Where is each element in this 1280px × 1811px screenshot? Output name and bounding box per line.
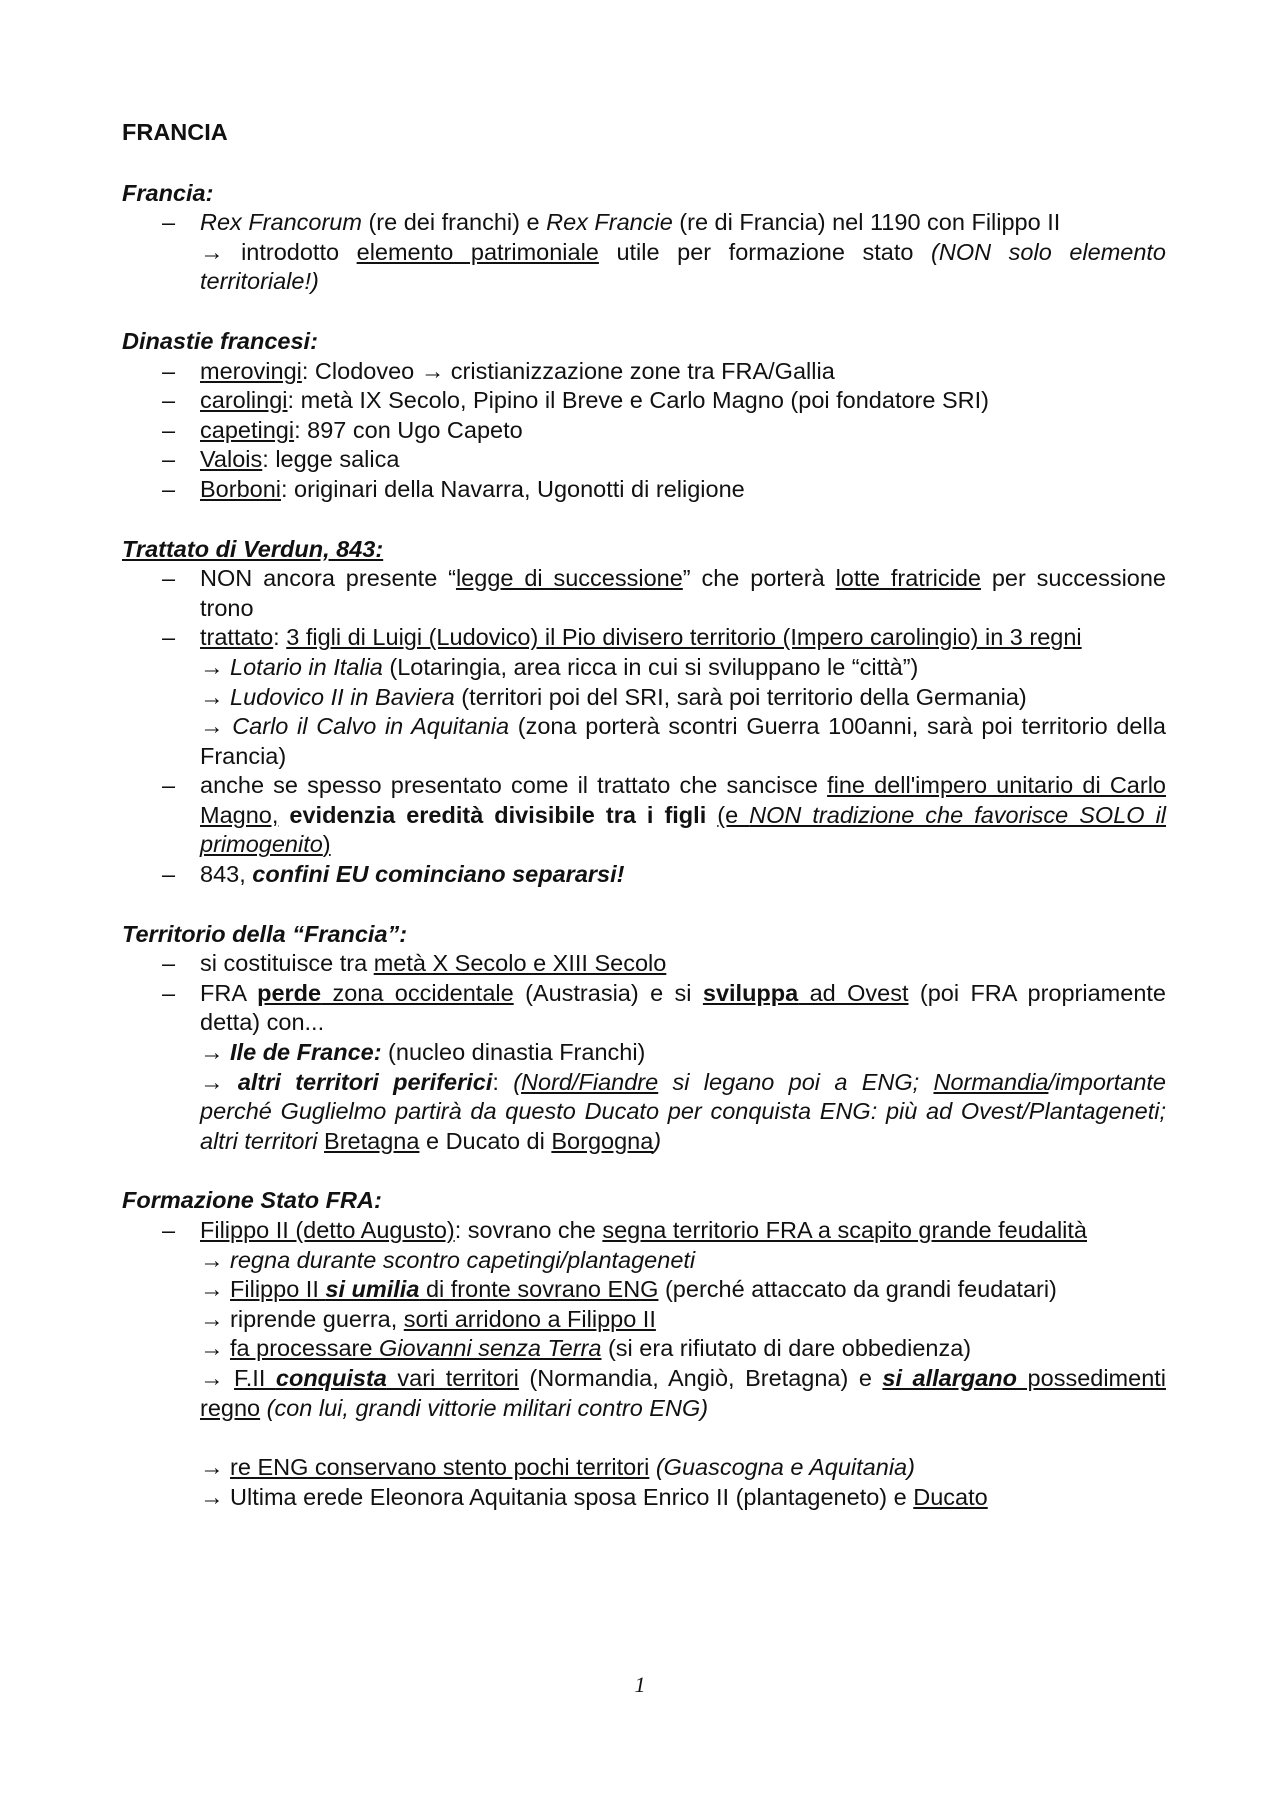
text-run: : sovrano che [454, 1217, 603, 1243]
text-run: si umilia [325, 1276, 420, 1303]
list-item [122, 445, 1166, 475]
sub-item [122, 1305, 1166, 1335]
text-run: : legge salica [262, 446, 400, 473]
text-run: Rex Francorum [200, 209, 362, 236]
sub-item [122, 238, 1166, 297]
text-run: /importante perché Guglielmo partirà da questo Ducato per conquista ENG: più ad Ovest/Plantageneti; altri territori [200, 1068, 1166, 1154]
list-item [122, 949, 1166, 979]
text-run: → riprende guerra, [200, 1305, 404, 1332]
sub-item [122, 1364, 1166, 1423]
text-run: (re di Francia) nel 1190 con Filippo II [672, 209, 1061, 236]
text-run: 3 figli di Luigi (Ludovico) il Pio divisero territorio (Impero carolingio) in 3 regni [286, 624, 1082, 651]
text-run [706, 802, 717, 828]
text-run: anche se spesso presentato come il trattato che sancisce [200, 772, 828, 799]
text-run: Valois [200, 446, 263, 473]
text-run: (Austrasia) e si [513, 979, 703, 1006]
text-run: (Guascogna e Aquitania) [655, 1454, 915, 1481]
text-run: Rex Francie [546, 209, 673, 236]
sub-item [122, 653, 1166, 683]
text-run: regna durante scontro capetingi/plantageneti [230, 1246, 696, 1273]
text-run: perde [257, 979, 322, 1006]
sub-item [122, 712, 1166, 771]
text-run: (Normandia, Angiò, Bretagna) e [518, 1364, 883, 1391]
list-item [122, 475, 1166, 505]
text-run: conquista [275, 1364, 387, 1391]
text-run: sorti arridono a Filippo II [403, 1305, 656, 1332]
text-run: (con lui, grandi vittorie militari contro ENG) [266, 1394, 709, 1421]
list-item [122, 357, 1166, 387]
section-heading: Francia: [122, 179, 214, 206]
text-run: Filippo II (detto Augusto) [200, 1217, 455, 1243]
text-run: → Ultima erede Eleonora Aquitania sposa Enrico II (plantageneto) e [200, 1483, 914, 1510]
text-run: Giovanni senza Terra [378, 1335, 602, 1362]
text-run: si allargano [882, 1364, 1018, 1391]
text-run: ) [322, 831, 331, 858]
text-run: utile per formazione stato [598, 238, 932, 265]
sub-item [122, 1453, 1166, 1483]
section [122, 920, 1166, 1157]
text-run: : originari della Navarra, Ugonotti di religione [281, 475, 745, 502]
text-run: (poi FRA propriamente detta) con... [200, 979, 1166, 1036]
text-run: → [200, 1068, 238, 1095]
text-run: di fronte sovrano ENG [419, 1276, 659, 1303]
text-run: ad Ovest [798, 979, 909, 1006]
text-run: lotte fratricide [835, 565, 981, 592]
text-run: → [200, 1454, 231, 1481]
text-run [278, 802, 289, 828]
text-run: (re dei franchi) e [361, 209, 547, 236]
text-run: → [200, 713, 233, 740]
text-run: Bretagna [324, 1127, 420, 1154]
text-run: evidenzia eredità divisibile tra i figli [289, 801, 707, 828]
list-item [122, 564, 1166, 623]
page-number: 1 [634, 1672, 646, 1697]
list-item [122, 623, 1166, 653]
section [122, 179, 1166, 297]
section [122, 1186, 1166, 1512]
text-run: trattato [200, 624, 274, 651]
text-run: → [200, 653, 231, 680]
text-run: : [273, 624, 287, 651]
sub-item [122, 1334, 1166, 1364]
text-run: (Lotaringia, area ricca in cui si sviluppano le “città”) [382, 653, 919, 680]
text-run: capetingi [200, 416, 295, 443]
document-page [122, 118, 1166, 1542]
text-run: → introdotto [200, 238, 357, 265]
text-run: Nord/Fiandre [521, 1068, 659, 1095]
text-run: : 897 con Ugo Capeto [294, 416, 523, 443]
text-run: (e [717, 801, 750, 828]
text-run: Lotario in Italia [230, 653, 383, 680]
text-run: → [200, 1246, 231, 1273]
text-run: si legano poi a ENG; [658, 1068, 934, 1095]
text-run: Carlo il Calvo in Aquitania [232, 713, 510, 740]
text-run: si costituisce tra [200, 950, 374, 977]
text-run: vari territori [386, 1364, 519, 1391]
text-run: Ducato [913, 1483, 988, 1510]
sub-item [122, 1483, 1166, 1513]
text-run: elemento patrimoniale [356, 238, 599, 265]
text-run: : [492, 1068, 514, 1095]
sub-item [122, 1038, 1166, 1068]
text-run: Ile de France: [230, 1039, 382, 1066]
section-heading: Dinastie francesi: [122, 327, 318, 354]
list-item [122, 208, 1166, 238]
list-item [122, 386, 1166, 416]
text-run: → [200, 1335, 231, 1362]
text-run: possedimenti regno [200, 1364, 1167, 1421]
text-run: F.II [234, 1364, 276, 1391]
text-run: Borgogna [551, 1127, 654, 1154]
section-heading: Trattato di Verdun, 843: [122, 535, 384, 562]
text-run: : metà IX Secolo, Pipino il Breve e Carlo Magno (poi fondatore SRI) [287, 387, 989, 414]
text-run: merovingi [200, 357, 302, 384]
text-run: NON ancora presente “ [200, 565, 456, 592]
spacer [122, 1423, 1166, 1453]
text-run: ) [653, 1127, 662, 1154]
text-run: Normandia [933, 1068, 1049, 1095]
text-run: altri territori periferici [237, 1068, 493, 1095]
list-item [122, 1216, 1166, 1246]
text-run: confini EU cominciano separarsi! [252, 861, 625, 888]
text-run: Borboni [200, 475, 281, 502]
text-run: Filippo II [230, 1276, 326, 1303]
text-run: legge di successione [455, 565, 683, 592]
section-heading: Formazione Stato FRA: [122, 1187, 382, 1214]
section [122, 327, 1166, 505]
text-run: NON tradizione che favorisce SOLO il primogenito [200, 801, 1167, 858]
list-item [122, 771, 1166, 860]
text-run: → [200, 1039, 231, 1066]
list-item [122, 979, 1166, 1038]
document-title: FRANCIA [122, 119, 228, 145]
text-run: sviluppa [702, 979, 799, 1006]
text-run: : Clodoveo → cristianizzazione zone tra FRA/Gallia [301, 357, 835, 384]
text-run: 843, [200, 861, 253, 888]
section-heading: Territorio della “Francia”: [122, 920, 408, 947]
text-run: (perché attaccato da grandi feudatari) [658, 1276, 1057, 1303]
text-run: (zona porterà scontri Guerra 100anni, sarà poi territorio della Francia) [200, 713, 1167, 769]
section [122, 535, 1166, 890]
text-run: → [200, 1364, 235, 1391]
sections-container [122, 179, 1166, 1513]
text-run: ” che porterà [682, 565, 836, 592]
text-run: FRA [200, 979, 258, 1006]
text-run: fa processare [230, 1335, 379, 1362]
text-run: → [200, 683, 231, 710]
text-run: re ENG conservano stento pochi territori [230, 1454, 650, 1481]
text-run: Ludovico II in Baviera [230, 683, 455, 710]
text-run: e Ducato di [419, 1127, 552, 1154]
text-run: → [200, 1276, 231, 1303]
sub-item [122, 1068, 1166, 1157]
sub-item [122, 1246, 1166, 1276]
text-run: fine dell'impero unitario di Carlo Magno, [200, 772, 1166, 828]
text-run: per successione trono [200, 565, 1166, 621]
sub-item [122, 1275, 1166, 1305]
list-item [122, 860, 1166, 890]
text-run: segna territorio FRA a scapito grande feudalità [602, 1217, 1087, 1243]
text-run: (territori poi del SRI, sarà poi territorio della Germania) [454, 683, 1027, 710]
text-run: (si era rifiutato di dare obbedienza) [601, 1335, 972, 1362]
text-run: (nucleo dinastia Franchi) [381, 1039, 646, 1066]
text-run: ( [513, 1068, 522, 1095]
text-run: carolingi [200, 387, 288, 414]
text-run: metà X Secolo e XIII Secolo [373, 950, 667, 977]
text-run: zona occidentale [321, 979, 514, 1006]
text-run: (NON solo elemento territoriale!) [200, 238, 1167, 295]
list-item [122, 416, 1166, 446]
sub-item [122, 683, 1166, 713]
